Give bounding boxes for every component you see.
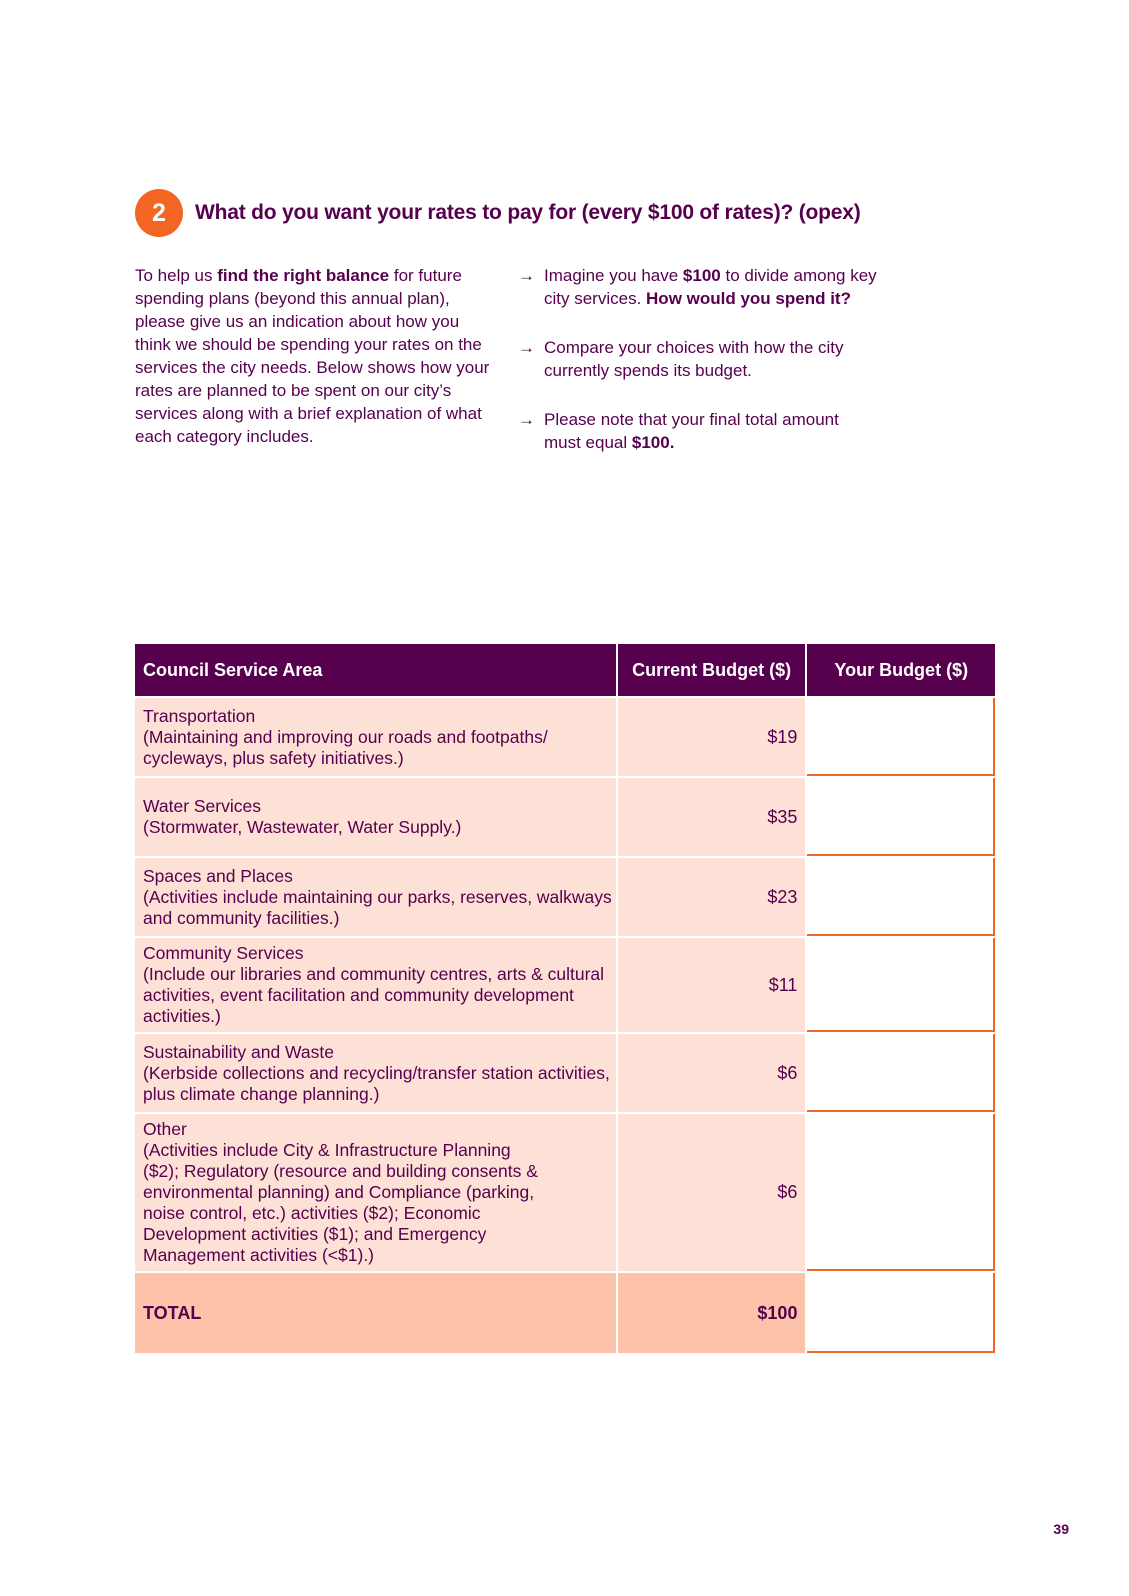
current-budget-value: $19 <box>618 698 806 776</box>
instruction-item <box>518 264 878 310</box>
instruction-text: Please note that your final total amount must equal <box>544 410 839 452</box>
service-name: Community Services <box>143 943 304 963</box>
table-row <box>135 938 995 1034</box>
your-budget-input[interactable] <box>807 1114 995 1271</box>
service-description: (Kerbside collections and recycling/transfer station activities, plus climate change planning.) <box>143 1062 610 1104</box>
instruction-text: Imagine you have <box>544 266 683 285</box>
arrow-right-icon: → <box>518 266 535 285</box>
table-row <box>135 1034 995 1114</box>
arrow-right-icon: → <box>518 338 535 357</box>
instruction-bold: How would you spend it? <box>646 289 851 308</box>
service-description: (Include our libraries and community centres, arts & cultural activities, event facilitation and community development activities.) <box>143 964 605 1026</box>
service-cell <box>135 1114 616 1271</box>
current-budget-value: $23 <box>618 858 806 936</box>
service-name: Other <box>143 1119 187 1139</box>
intro-paragraph <box>135 264 495 448</box>
instruction-list <box>518 264 878 480</box>
table-header-row <box>135 644 995 698</box>
table-row <box>135 1114 995 1273</box>
service-description: (Stormwater, Wastewater, Water Supply.) <box>143 817 462 837</box>
service-name: Spaces and Places <box>143 865 293 886</box>
table-row <box>135 858 995 938</box>
budget-table <box>135 644 995 1355</box>
instruction-item <box>518 408 878 454</box>
table-total-row <box>135 1273 995 1355</box>
service-description: (Activities include maintaining our parks, reserves, walkways and community facilities.) <box>143 886 612 928</box>
section-heading <box>135 189 861 237</box>
table-row <box>135 778 995 858</box>
service-name: Sustainability and Waste <box>143 1041 334 1062</box>
header-your-budget: Your Budget ($) <box>807 644 995 696</box>
section-number-badge: 2 <box>135 189 183 237</box>
your-budget-input[interactable] <box>807 938 995 1032</box>
service-cell <box>135 938 616 1032</box>
header-current-budget: Current Budget ($) <box>618 644 806 696</box>
service-name: Water Services <box>143 796 261 816</box>
your-budget-input[interactable] <box>807 698 995 776</box>
header-service-area: Council Service Area <box>135 644 616 696</box>
your-budget-input[interactable] <box>807 1034 995 1112</box>
page-number: 39 <box>1053 1521 1069 1537</box>
your-budget-total-input[interactable] <box>807 1273 995 1353</box>
instruction-text: Compare your choices with how the city currently spends its budget. <box>544 338 844 380</box>
arrow-right-icon: → <box>518 410 535 429</box>
current-budget-value: $35 <box>618 778 806 856</box>
service-cell <box>135 1034 616 1112</box>
instruction-bold: $100. <box>631 433 675 452</box>
your-budget-input[interactable] <box>807 858 995 936</box>
intro-bold: find the right balance <box>217 266 390 285</box>
current-budget-value: $11 <box>618 938 806 1032</box>
service-name: Transportation <box>143 705 256 726</box>
service-cell <box>135 858 616 936</box>
section-title: What do you want your rates to pay for (every $100 of rates)? (opex) <box>195 201 861 224</box>
instruction-bold: $100 <box>682 266 721 285</box>
instruction-text: to divide among key city services. <box>544 266 877 308</box>
service-description: (Activities include City & Infrastructure Planning ($2); Regulatory (resource and building consents & environmental planning) and Compliance (parking, noise control, etc.) activities ($2); Economic Development activities ($1); and Emergency Management activities (<$1).) <box>143 1140 538 1265</box>
intro-text-2: for future spending plans (beyond this annual plan), please give us an indication about how you think we should be spending your rates on the services the city needs. Below shows how your rates are planned to be spent on our city’s services along with a brief explanation of what each category includes. <box>135 266 490 446</box>
total-label: TOTAL <box>135 1273 616 1353</box>
instruction-item <box>518 336 878 382</box>
current-budget-value: $6 <box>618 1114 806 1271</box>
service-description: (Maintaining and improving our roads and footpaths/ cycleways, plus safety initiatives.) <box>143 726 548 768</box>
service-cell <box>135 778 616 856</box>
your-budget-input[interactable] <box>807 778 995 856</box>
table-row <box>135 698 995 778</box>
current-budget-value: $6 <box>618 1034 806 1112</box>
total-current-budget: $100 <box>618 1273 806 1353</box>
service-cell <box>135 698 616 776</box>
intro-text-1: To help us <box>135 266 218 285</box>
